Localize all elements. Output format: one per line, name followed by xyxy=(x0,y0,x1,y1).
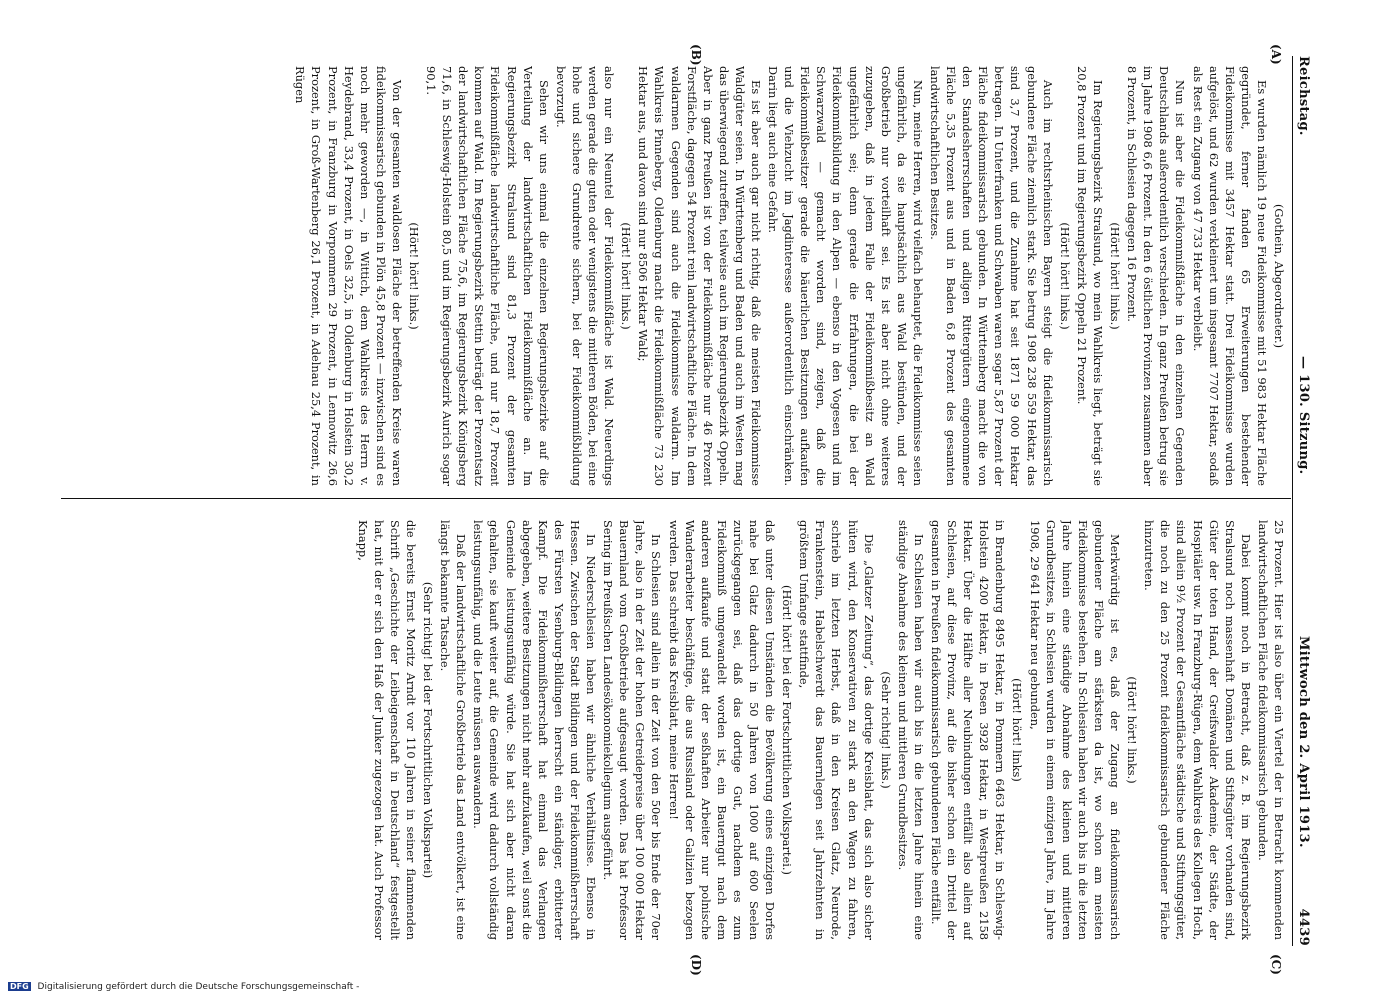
paragraph: In Schlesien haben wir auch bis in die letzten Jahre hinein eine ständige Abnahme des kleinen und mittleren Grundbesitzes. xyxy=(895,520,926,940)
header-date: Mittwoch den 2. April 1913. xyxy=(1296,636,1311,848)
header-page-number: 4439 xyxy=(1296,908,1311,946)
paragraph: die bereits Ernst Moritz Arndt vor 110 Jahren in seiner flammenden Schrift „Geschichte der Leibeigenschaft in Deutschland“ festgestellt hat, mit der er sich den Haß der Junker zugezogen hat. Auch Professor Knapp, xyxy=(355,520,419,940)
paragraph: Daß der landwirtschaftliche Großbetrieb das Land entvölkert, ist eine längst bekannte Tatsache. xyxy=(438,520,469,940)
page-header xyxy=(1292,56,1313,946)
speaker-note: (Gothein, Abgeordneter.) xyxy=(1272,203,1286,349)
paragraph: In Niederschlesien haben wir ähnliche Verhältnisse. Ebenso in Hessen. Zwischen der Stadt Bildingen und der Fideikommißherrschaft des Fürsten Ysenburg-Bildingen herrscht ein ständiger, erbitterter Kampf. Die Fideikommißherrschaft hat einmal das Verlangen abgegeben, weitere Besitzungen nicht mehr aufzukaufen, weil sonst die Gemeinde leistungsunfähig würde. Sie hat sich aber nicht daran gehalten, sie kauft weiter auf, die Gemeinde wird dadurch vollständig leistungsunfähig, und die Leute müssen auswandern. xyxy=(471,520,599,940)
paragraph: 25 Prozent. Hier ist also über ein Viertel der in Betracht kommenden landwirtschaftlichen Fläche fideikommissarisch gebunden. xyxy=(1255,520,1286,940)
interjection: (Sehr richtig! bei der Fortschrittlichen Volkspartei) xyxy=(421,581,436,879)
interjection: (Hört! hört! links.) xyxy=(619,222,634,330)
interjection: (Hört! hört! links) xyxy=(1010,678,1025,782)
paragraph: Es wurden nämlich 19 neue Fideikommisse mit 51 983 Hektar Fläche gegründet, ferner fanden 65 Erweiterungen bestehender Fideikommisse mit 3457 Hektar statt. Drei Fideikommisse wurden aufgelöst, und 62 wurden verkleinert um insgesamt 7707 Hektar, sodaß als Rest ein Zugang von 47 733 Hektar verbleibt. xyxy=(1190,66,1269,486)
right-text-column xyxy=(67,520,1287,940)
paragraph: Im Regierungsbezirk Stralsund, wo mein Wahlkreis liegt, beträgt sie 20,8 Prozent und im Regierungsbezirk Oppeln 21 Prozent. xyxy=(1074,66,1105,486)
paragraph: Es ist aber auch gar nicht richtig, daß die meisten Fideikommisse Waldgüter seien. In Württemberg und Baden und auch im Westen mag das überwiegend zutreffen, teilweise auch im Regierungsbezirk Oppeln. Aber in ganz Preußen ist von der Fideikommißfläche nur 46 Prozent Forstfläche, dagegen 54 Prozent rein landwirtschaftliche Fläche. In dem waldarmen Gegenden sind auch die Fideikommisse waldarm. Im Wahlkreis Pinneberg, Oldenburg macht die Fideikommißfläche 73 230 Hektar aus, und davon sind nur 8506 Hektar Wald; xyxy=(636,66,763,486)
header-publication-title: Reichstag. xyxy=(1296,56,1311,136)
interjection: (Hört! hört! links.) xyxy=(407,222,422,330)
margin-mark-d: (D) xyxy=(689,954,703,976)
digitization-imprint xyxy=(8,982,359,992)
paragraph: In Schlesien sind allein in der Zeit von den 50er bis Ende der 70er Jahre, also in der Zeit der hohen Getreidepreise über 100 000 Hektar Bauernland vom Großbetriebe aufgesaugt worden. Das hat Professor Sering im Preußischen Landesökonomiekollegium ausgeführt. xyxy=(601,520,664,940)
paragraph: in Brandenburg 8495 Hektar, in Pommern 6463 Hektar, in Schleswig-Holstein 4200 Hektar, in Posen 3928 Hektar, in Westpreußen 2158 Hektar. Über die Hälfte aller Neubindungen entfällt also allein auf Schlesien, auf diese Provinz, auf die bisher schon ein Drittel der gesamten in Preußen fideikommissarisch gebundenen Fläche entfällt. xyxy=(929,520,1008,940)
paragraph: Nun, meine Herren, wird vielfach behauptet, die Fideikommisse seien ungefährlich, da sie hauptsächlich aus Wald bestünden, und der Großbetrieb nur vorteilhaft sei. Es ist aber nicht ohne weiteres zuzugeben, daß in jedem Falle der Fideikommißbesitz an Wald ungefährlich sei; denn gerade die Erfahrungen, die bei der Fideikommißbildung in den Alpen — ebenso in den Vogesen und im Schwarzwald — gemacht worden sind, zeigen, daß die Fideikommißbesitzer gerade die bäuerlichen Besitzungen aufkaufen und die Viehzucht im Jagdinteresse außerordentlich einschränken. Darin liegt auch eine Gefahr. xyxy=(766,66,925,486)
interjection: (Sehr richtig! links.) xyxy=(878,671,893,789)
interjection: (Hört! hört! links.) xyxy=(1125,676,1140,784)
paragraph: daß unter diesen Umständen die Bevölkerung eines einzigen Dorfes nahe bei Glatz dadurch in 50 Jahren von 1000 auf 600 Seelen zurückgegangen sei, daß das dortige Gut, nachdem es zum Fideikommiß umgewandelt worden ist, ein Bauerngut nach dem anderen aufkaufe und statt der seßhaften Arbeiter nur polnische Wanderarbeiter beschäftige, die aus Russland oder Galizien bezogen werden. Das schreibt das Kreisblatt, meine Herren! xyxy=(666,520,778,940)
paragraph: Von der gesamten waldlosen Fläche der betreffenden Kreise waren fideikommissarisch gebunden in Plön 45,8 Prozent — inzwischen sind es noch mehr geworden —, in Wittich, dem Wahlkreis des Herrn v. Heydebrand, 33,4 Prozent, in Oels 32,5, in Oldenburg in Holstein 30,2 Prozent, in Franzburg in Vorpommern 29 Prozent, in Lennowitz 26,6 Prozent, in Groß-Wartenberg 26,1 Prozent, in Adelnau 25,4 Prozent, in Rügen xyxy=(293,66,404,486)
paragraph: Die „Glatzer Zeitung“, das dortige Kreisblatt, das sich also sicher hüten wird, den Konservativen zu stark an den Wagen zu fahren, schrieb im letzten Herbst, daß in den Kreisen Glatz, Neurode, Frankenstein, Habelschwerdt das Bauernlegen seit Jahrzehnten in größtem Umfange stattfinde, xyxy=(797,520,876,940)
paragraph: Merkwürdig ist es, daß der Zugang an fideikommissarisch gebundener Fläche am stärksten da ist, wo schon am meisten Fideikommisse bestehen. In Schlesien haben wir auch bis in die letzten Jahre hinein eine ständige Abnahme des kleinen und mittleren Grundbesitzes, in Schlesien wurden in einem einzigen Jahre, im Jahre 1908, 29 641 Hektar neu gebunden, xyxy=(1027,520,1123,940)
margin-mark-a: (A) xyxy=(1269,44,1283,65)
imprint-text: Digitalisierung gefördert durch die Deutsche Forschungsgemeinschaft - xyxy=(37,982,360,992)
margin-mark-b: (B) xyxy=(689,44,703,66)
column-divider xyxy=(61,498,1291,499)
margin-mark-c: (C) xyxy=(1269,954,1283,975)
dfg-logo: DFG xyxy=(10,982,29,991)
paragraph: Auch im rechtsrheinischen Bayern steigt die fideikommissarisch gebundene Fläche ziemlich stark. Sie betrug 1908 238 559 Hektar, das sind 3,7 Prozent, und die Zunahme hat seit 1871 59 000 Hektar betragen. In Unterfranken und Schwaben waren sogar 5,87 Prozent der Fläche fideikommissarisch gebunden. In Württemberg macht die von den Standesherrschaften und adligen Rittergütern eingenommene Fläche 5,35 Prozent aus und in Baden 6,8 Prozent des gesamten landwirtschaftlichen Besitzes. xyxy=(928,66,1055,486)
header-session: — 130. Sitzung. xyxy=(1296,356,1311,475)
paragraph: Sehen wir uns einmal die einzelnen Regierungsbezirke auf die Verteilung der landwirtschaftlichen Fideikommißfläche an. Im Regierungsbezirk Stralsund sind 81,3 Prozent der gesamten Fideikommißfläche landwirtschaftliche Fläche, und nur 18,7 Prozent kommen auf Wald. Im Regierungsbezirk Stettin beträgt der Prozentsatz der landwirtschaftlichen Fläche 75,6, im Regierungsbezirk Königsberg 71,6, in Schleswig-Holstein 80,5 und im Regierungsbezirk Aurich sogar 90,1. xyxy=(424,66,551,486)
interjection: (Hört! hört! bei der Fortschrittlichen Volkspartei.) xyxy=(780,585,795,875)
paragraph: Dabei kommt noch in Betracht, daß z. B. im Regierungsbezirk Stralsund noch massenhaft Domänen und Stiftsgüter vorhanden sind, Güter der toten Hand, der Greifswalder Akademie, der Städte, der Hospitäler usw. In Franzburg-Rügen, dem Wahlkreis des Kollegen Hoch, sind allein 9½ Prozent der Gesamtfläche städtische und Stiftungsgüter, die noch zu den 25 Prozent fideikommissarisch gebundener Fläche hinzutreten. xyxy=(1142,520,1253,940)
paragraph: also nur ein Neuntel der Fideikommißfläche ist Wald. Neuerdings werden gerade die guten oder wenigstens die mittleren Böden, bei eine hohe und sichere Grundrente sichern, bei der Fideikommißbildung bevorzugt. xyxy=(553,66,617,486)
interjection: (Hört! hört! links.) xyxy=(1057,222,1072,330)
paragraph: Nun ist aber die Fideikommißfläche in den einzelnen Gegenden Deutschlands außerordentlich verschieden. In ganz Preußen betrug sie im Jahre 1908 6,6 Prozent. In den 6 östlichen Provinzen zusammen aber 8 Prozent, in Schlesien dagegen 16 Prozent. xyxy=(1125,66,1188,486)
interjection: (Hört! hört! links.) xyxy=(1108,222,1123,330)
left-text-column xyxy=(67,66,1287,486)
